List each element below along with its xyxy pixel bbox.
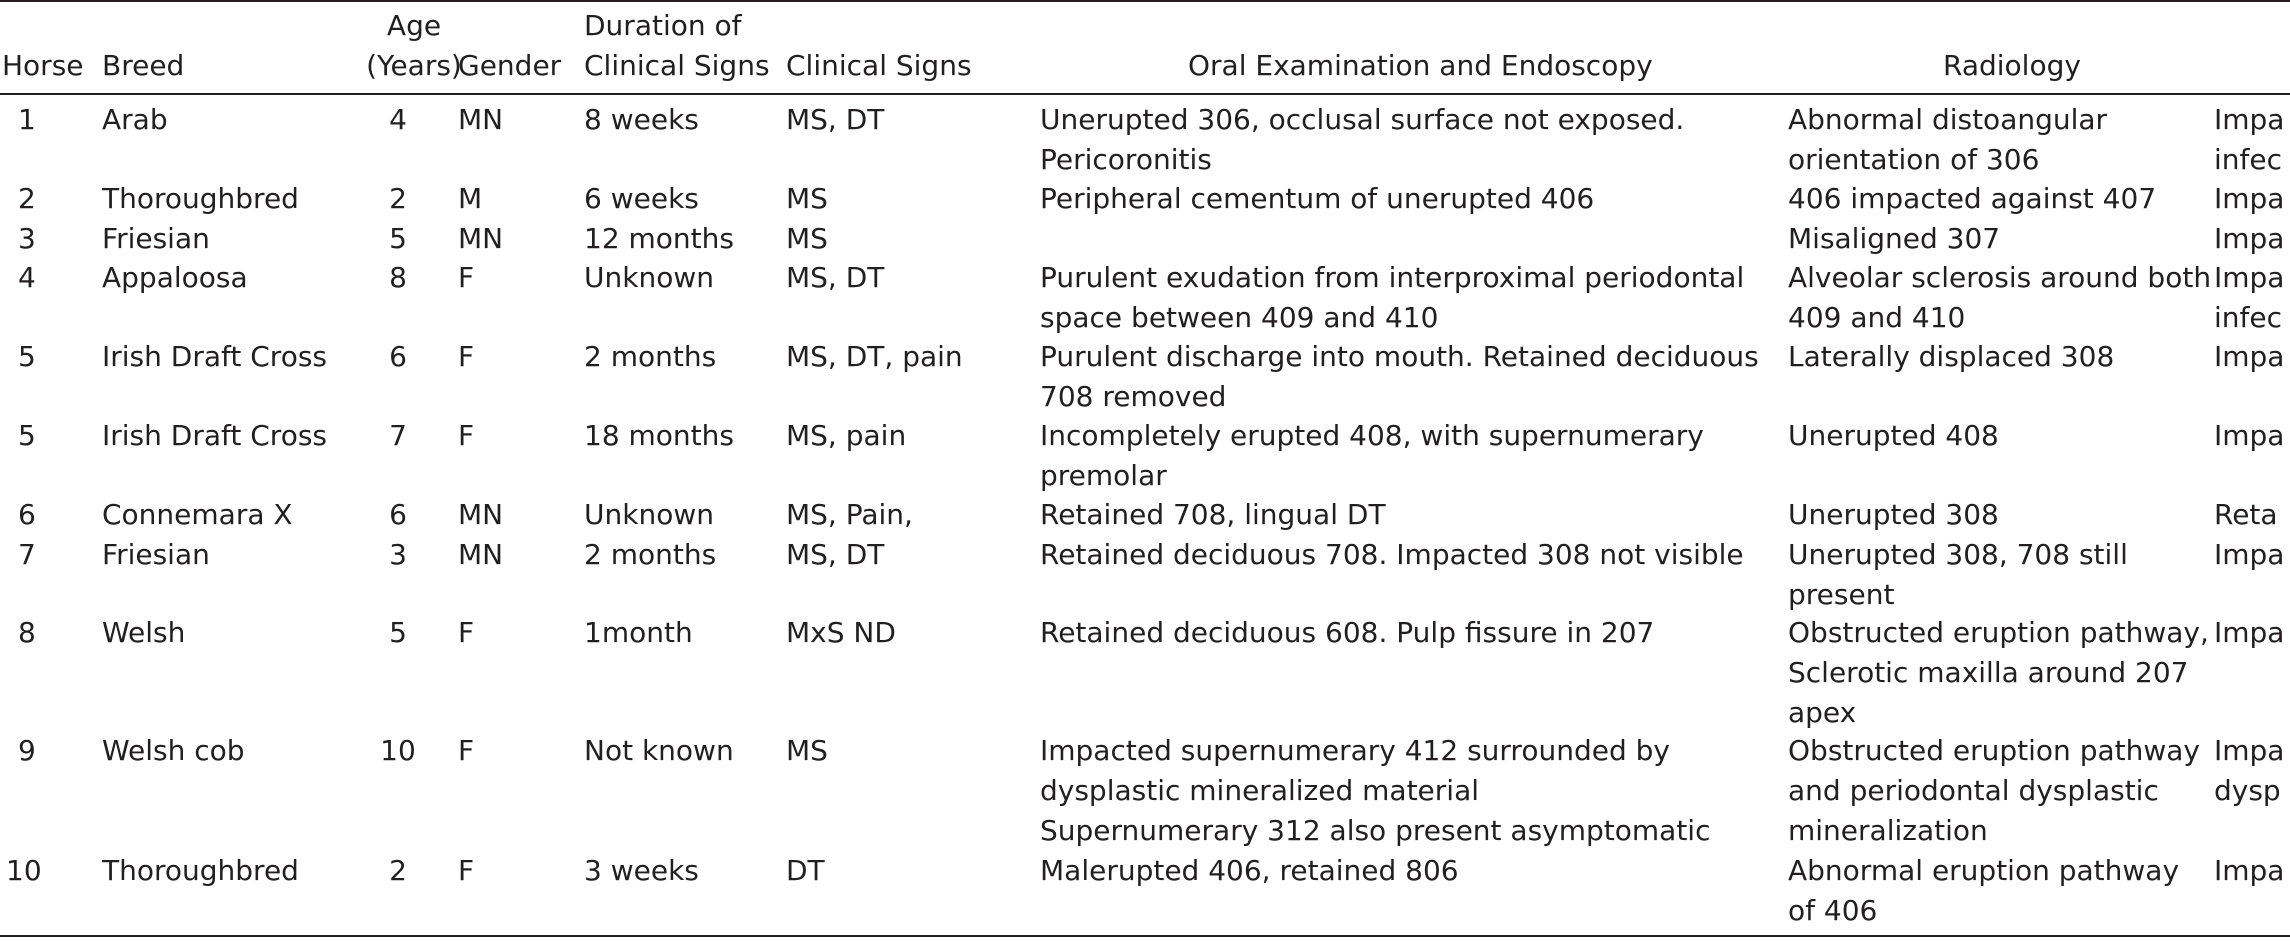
table-row-7-age: 6: [389, 498, 407, 531]
table-row-1-radiology: Abnormal distoangular orientation of 306: [1788, 103, 2108, 176]
header-clinical-signs: Clinical Signs: [786, 49, 972, 82]
table-row-3-radiology: Misaligned 307: [1788, 222, 2001, 255]
table-row-10-oral: Impacted supernumerary 412 surrounded by dysplastic mineralized material Supernumerary 312 also present asymptomatic: [1040, 734, 1711, 847]
table-row-9-breed: Welsh: [102, 616, 186, 649]
table-row-5-age: 6: [389, 340, 407, 373]
table-bottom-rule: [0, 935, 2290, 937]
table-row-1-age: 4: [389, 103, 407, 136]
header-age: Age (Years): [366, 9, 462, 82]
table-row-9-horse: 8: [18, 616, 36, 649]
table-row-3-gender: MN: [458, 222, 504, 255]
table-row-10-extra: Impa dysp: [2214, 734, 2285, 807]
table-row-6-age: 7: [389, 419, 407, 452]
header-radiology: Radiology: [1943, 49, 2081, 82]
table-row-6-extra: Impa: [2214, 419, 2285, 452]
table-row-9-duration: 1month: [584, 616, 693, 649]
table-row-10-horse: 9: [18, 734, 36, 767]
table-row-10-breed: Welsh cob: [102, 734, 245, 767]
table-row-4-age: 8: [389, 261, 407, 294]
table-row-10-gender: F: [458, 734, 475, 767]
table-row-6-duration: 18 months: [584, 419, 734, 452]
table-row-3-signs: MS: [786, 222, 828, 255]
table-row-7-extra: Reta: [2214, 498, 2278, 531]
table-row-1-signs: MS, DT: [786, 103, 885, 136]
table-row-9-radiology: Obstructed eruption pathway, Sclerotic maxilla around 207 apex: [1788, 616, 2209, 729]
table-top-rule: [0, 0, 2290, 2]
table-row-10-duration: Not known: [584, 734, 734, 767]
table-row-1-horse: 1: [18, 103, 36, 136]
table-row-7-breed: Connemara X: [102, 498, 293, 531]
table-row-1-duration: 8 weeks: [584, 103, 699, 136]
header-oral: Oral Examination and Endoscopy: [1188, 49, 1653, 82]
table-row-4-breed: Appaloosa: [102, 261, 248, 294]
table-row-5-extra: Impa: [2214, 340, 2285, 373]
header-rule: [0, 93, 2290, 95]
table-row-11-horse: 10: [6, 854, 42, 887]
table-row-7-oral: Retained 708, lingual DT: [1040, 498, 1386, 531]
table-row-3-extra: Impa: [2214, 222, 2285, 255]
table-row-3-age: 5: [389, 222, 407, 255]
table-row-9-oral: Retained deciduous 608. Pulp fissure in 207: [1040, 616, 1655, 649]
table-row-11-oral: Malerupted 406, retained 806: [1040, 854, 1459, 887]
table-row-11-extra: Impa: [2214, 854, 2285, 887]
table-row-3-duration: 12 months: [584, 222, 734, 255]
table-row-7-radiology: Unerupted 308: [1788, 498, 1999, 531]
table-row-8-age: 3: [389, 538, 407, 571]
table-row-6-horse: 5: [18, 419, 36, 452]
table-row-10-signs: MS: [786, 734, 828, 767]
table-row-5-duration: 2 months: [584, 340, 717, 373]
table-row-7-duration: Unknown: [584, 498, 714, 531]
table-row-8-oral: Retained deciduous 708. Impacted 308 not visible: [1040, 538, 1744, 571]
table-row-5-horse: 5: [18, 340, 36, 373]
table-row-4-radiology: Alveolar sclerosis around both 409 and 410: [1788, 261, 2212, 334]
table-row-5-signs: MS, DT, pain: [786, 340, 963, 373]
table-row-8-horse: 7: [18, 538, 36, 571]
table-row-11-radiology: Abnormal eruption pathway of 406: [1788, 854, 2180, 927]
table-row-11-signs: DT: [786, 854, 825, 887]
table-row-2-radiology: 406 impacted against 407: [1788, 182, 2157, 215]
header-horse: Horse: [2, 49, 84, 82]
table-row-4-extra: Impa infec: [2214, 261, 2285, 334]
table-row-5-breed: Irish Draft Cross: [102, 340, 328, 373]
table-row-4-signs: MS, DT: [786, 261, 885, 294]
table-row-6-breed: Irish Draft Cross: [102, 419, 328, 452]
table-row-5-oral: Purulent discharge into mouth. Retained deciduous 708 removed: [1040, 340, 1759, 413]
table-row-3-horse: 3: [18, 222, 36, 255]
table-row-4-duration: Unknown: [584, 261, 714, 294]
table-row-9-age: 5: [389, 616, 407, 649]
table-row-7-gender: MN: [458, 498, 504, 531]
table-row-2-extra: Impa: [2214, 182, 2285, 215]
table-row-7-horse: 6: [18, 498, 36, 531]
table-row-2-gender: M: [458, 182, 483, 215]
table-row-2-breed: Thoroughbred: [102, 182, 299, 215]
table-row-4-oral: Purulent exudation from interproximal periodontal space between 409 and 410: [1040, 261, 1745, 334]
table-row-6-signs: MS, pain: [786, 419, 907, 452]
table-row-2-duration: 6 weeks: [584, 182, 699, 215]
table-row-1-oral: Unerupted 306, occlusal surface not exposed. Pericoronitis: [1040, 103, 1685, 176]
table-row-8-breed: Friesian: [102, 538, 210, 571]
table-row-11-gender: F: [458, 854, 475, 887]
table-row-11-age: 2: [389, 854, 407, 887]
table-row-7-signs: MS, Pain,: [786, 498, 913, 531]
table-row-10-age: 10: [380, 734, 416, 767]
table-row-2-age: 2: [389, 182, 407, 215]
table-row-6-radiology: Unerupted 408: [1788, 419, 1999, 452]
table-row-11-breed: Thoroughbred: [102, 854, 299, 887]
table-row-2-oral: Peripheral cementum of unerupted 406: [1040, 182, 1595, 215]
table-row-9-extra: Impa: [2214, 616, 2285, 649]
table-row-10-radiology: Obstructed eruption pathway and periodontal dysplastic mineralization: [1788, 734, 2200, 847]
table-row-6-gender: F: [458, 419, 475, 452]
header-breed: Breed: [102, 49, 185, 82]
table-row-8-radiology: Unerupted 308, 708 still present: [1788, 538, 2128, 611]
header-duration: Duration of Clinical Signs: [584, 9, 770, 82]
table-row-1-breed: Arab: [102, 103, 168, 136]
table-row-6-oral: Incompletely erupted 408, with supernumerary premolar: [1040, 419, 1704, 492]
table-row-1-gender: MN: [458, 103, 504, 136]
table-row-3-breed: Friesian: [102, 222, 210, 255]
table-row-9-gender: F: [458, 616, 475, 649]
header-gender: Gender: [458, 49, 562, 82]
table-row-11-duration: 3 weeks: [584, 854, 699, 887]
table-row-4-horse: 4: [18, 261, 36, 294]
table-row-5-radiology: Laterally displaced 308: [1788, 340, 2115, 373]
table-row-8-duration: 2 months: [584, 538, 717, 571]
table-row-9-signs: MxS ND: [786, 616, 896, 649]
table-row-2-signs: MS: [786, 182, 828, 215]
table-row-5-gender: F: [458, 340, 475, 373]
table-row-8-extra: Impa: [2214, 538, 2285, 571]
table-row-8-gender: MN: [458, 538, 504, 571]
table-row-4-gender: F: [458, 261, 475, 294]
table-row-1-extra: Impa infec: [2214, 103, 2285, 176]
table-row-2-horse: 2: [18, 182, 36, 215]
table-row-8-signs: MS, DT: [786, 538, 885, 571]
